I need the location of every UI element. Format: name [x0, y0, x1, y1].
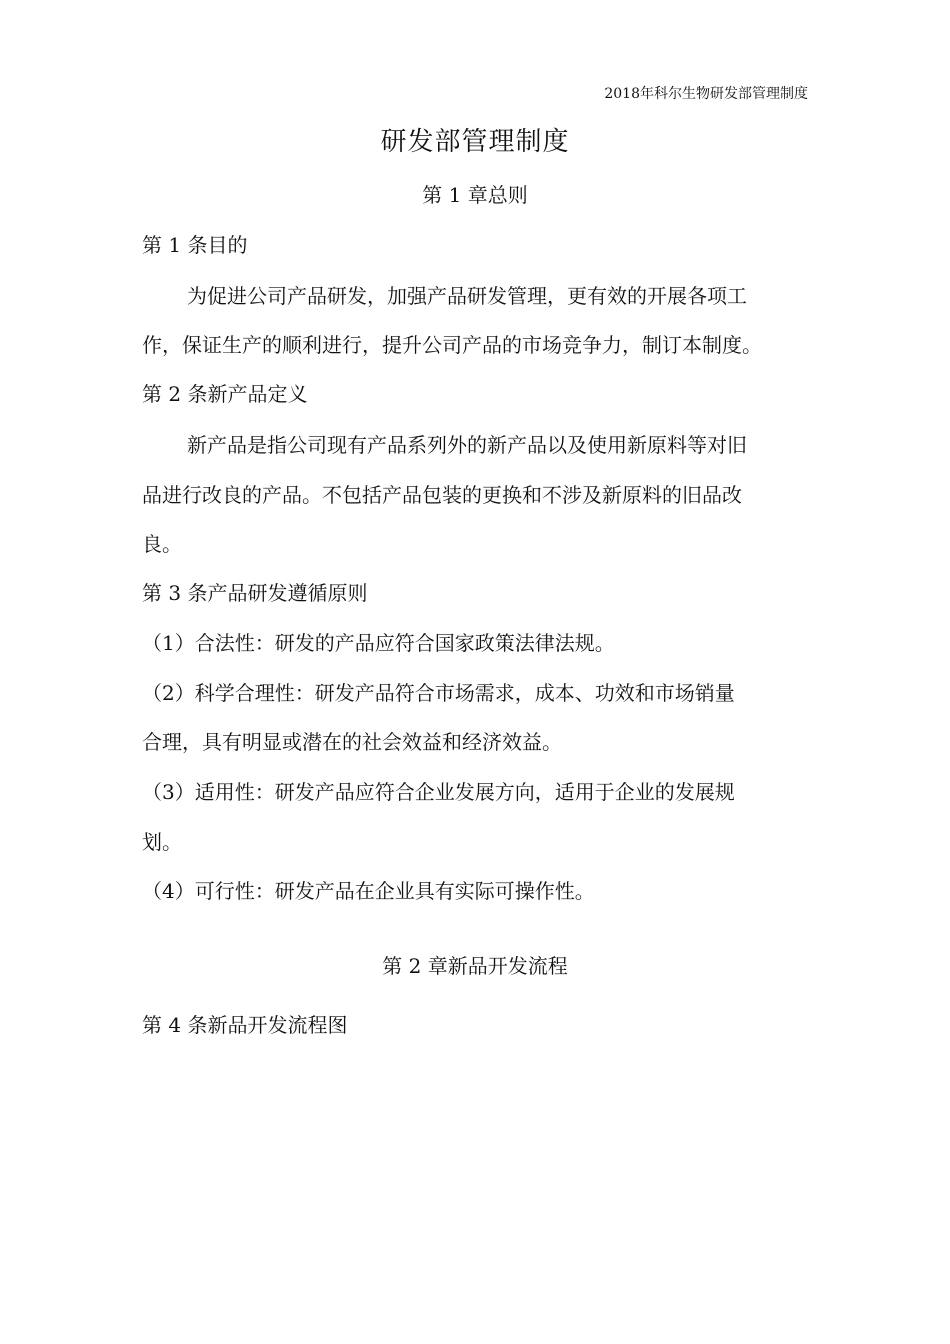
- article-2-line-1: 新产品是指公司现有产品系列外的新产品以及使用新原料等对旧: [187, 433, 747, 457]
- article-2-heading: 第 2 条新产品定义: [142, 382, 308, 406]
- document-title: 研发部管理制度: [380, 127, 570, 157]
- chapter-1-heading: 第 1 章总则: [422, 183, 528, 207]
- running-header: 2018年科尔生物研发部管理制度: [604, 86, 808, 102]
- article-1-heading: 第 1 条目的: [142, 233, 248, 257]
- chapter-2-heading: 第 2 章新品开发流程: [382, 954, 568, 978]
- article-3-line-4: （3）适用性：研发产品应符合企业发展方向，适用于企业的发展规: [142, 780, 735, 804]
- article-3-line-6: （4）可行性：研发产品在企业具有实际可操作性。: [142, 879, 595, 903]
- article-4-heading: 第 4 条新品开发流程图: [142, 1013, 348, 1037]
- article-3-line-1: （1）合法性：研发的产品应符合国家政策法律法规。: [142, 631, 615, 655]
- article-1-line-2: 作，保证生产的顺利进行，提升公司产品的市场竞争力，制订本制度。: [142, 333, 762, 357]
- article-3-heading: 第 3 条产品研发遵循原则: [142, 581, 368, 605]
- article-2-line-3: 良。: [142, 532, 182, 556]
- article-3-line-5: 划。: [142, 830, 182, 854]
- article-3-line-3: 合理，具有明显或潜在的社会效益和经济效益。: [142, 730, 562, 754]
- article-2-line-2: 品进行改良的产品。不包括产品包装的更换和不涉及新原料的旧品改: [142, 483, 742, 507]
- article-1-line-1: 为促进公司产品研发，加强产品研发管理，更有效的开展各项工: [187, 284, 747, 308]
- article-3-line-2: （2）科学合理性：研发产品符合市场需求，成本、功效和市场销量: [142, 681, 735, 705]
